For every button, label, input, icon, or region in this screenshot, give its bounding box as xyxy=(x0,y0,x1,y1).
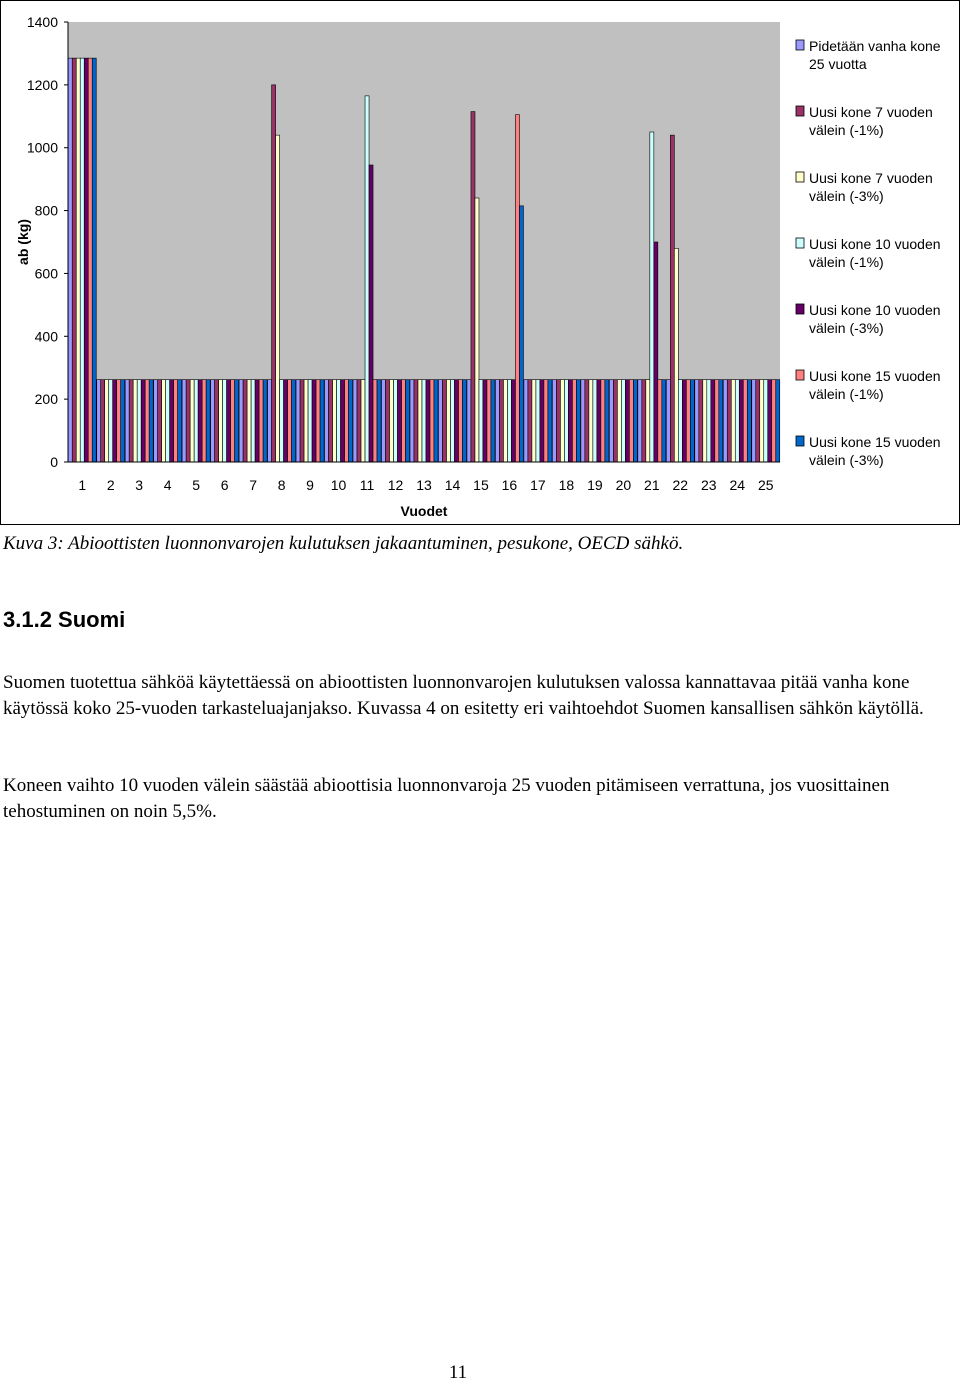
bar xyxy=(92,58,96,462)
x-tick-label: 17 xyxy=(530,477,546,493)
bar xyxy=(442,380,446,462)
bar xyxy=(202,380,206,462)
bar xyxy=(109,380,113,462)
bar xyxy=(117,380,121,462)
bar xyxy=(568,380,572,462)
bar xyxy=(524,380,528,462)
bar xyxy=(158,380,162,462)
bar xyxy=(532,380,536,462)
legend-label: Uusi kone 7 vuoden xyxy=(809,170,933,186)
bar xyxy=(101,380,105,462)
x-tick-label: 8 xyxy=(277,477,286,493)
legend-label: välein (-3%) xyxy=(809,320,884,336)
bar xyxy=(601,380,605,462)
bar xyxy=(174,380,178,462)
bar xyxy=(406,380,410,462)
legend-swatch xyxy=(796,304,804,314)
bar xyxy=(666,380,670,462)
chart-frame xyxy=(0,0,960,525)
bar xyxy=(715,380,719,462)
bar xyxy=(515,115,519,462)
bar xyxy=(462,380,466,462)
bar xyxy=(756,380,760,462)
bar xyxy=(605,380,609,462)
bar xyxy=(333,380,337,462)
x-tick-label: 12 xyxy=(387,477,404,493)
bar-chart xyxy=(0,0,960,525)
bar xyxy=(377,380,381,462)
bar xyxy=(727,380,731,462)
bar xyxy=(703,380,707,462)
x-tick-label: 7 xyxy=(249,477,258,493)
bar xyxy=(719,380,723,462)
bar xyxy=(593,380,597,462)
bar xyxy=(255,380,259,462)
bar xyxy=(707,380,711,462)
bar xyxy=(536,380,540,462)
y-tick-label: 800 xyxy=(34,202,58,219)
x-tick-label: 23 xyxy=(701,477,717,493)
bar xyxy=(300,380,304,462)
bar xyxy=(166,380,170,462)
bar xyxy=(414,380,418,462)
bar xyxy=(68,58,72,462)
bar xyxy=(357,380,361,462)
bar xyxy=(650,132,654,462)
bar xyxy=(145,380,149,462)
bar xyxy=(658,380,662,462)
legend-swatch xyxy=(796,40,804,50)
bar xyxy=(503,380,507,462)
bar xyxy=(84,58,88,462)
bar xyxy=(454,380,458,462)
y-tick-label: 1400 xyxy=(26,14,58,30)
bar xyxy=(471,112,475,462)
bar xyxy=(430,380,434,462)
bar xyxy=(674,248,678,462)
bar xyxy=(617,380,621,462)
bar xyxy=(540,380,544,462)
bar xyxy=(585,380,589,462)
x-tick-label: 9 xyxy=(306,477,314,493)
bar xyxy=(418,380,422,462)
bar xyxy=(699,380,703,462)
bar xyxy=(544,380,548,462)
bar xyxy=(133,380,137,462)
bar xyxy=(507,380,511,462)
legend-label: Uusi kone 10 vuoden xyxy=(809,302,941,318)
x-tick-label: 24 xyxy=(729,477,746,493)
bar xyxy=(438,380,442,462)
legend-label: välein (-1%) xyxy=(809,386,884,402)
bar xyxy=(105,380,109,462)
section-heading: 3.1.2 Suomi xyxy=(3,607,126,632)
x-tick-label: 3 xyxy=(135,477,144,493)
bar xyxy=(511,380,515,462)
bar xyxy=(325,380,329,462)
bar xyxy=(206,380,210,462)
x-tick-label: 16 xyxy=(501,477,518,493)
bar xyxy=(764,380,768,462)
bar xyxy=(129,380,133,462)
bar xyxy=(182,380,186,462)
bar xyxy=(276,135,280,462)
legend-label: Pidetään vanha kone xyxy=(809,38,941,54)
bar xyxy=(259,380,263,462)
bar xyxy=(272,85,276,462)
legend-label: välein (-3%) xyxy=(809,188,884,204)
x-tick-label: 11 xyxy=(359,477,375,493)
bar xyxy=(426,380,430,462)
bar xyxy=(251,380,255,462)
bar xyxy=(743,380,747,462)
bar xyxy=(747,380,751,462)
x-tick-label: 19 xyxy=(587,477,603,493)
x-tick-label: 2 xyxy=(106,477,115,493)
bar xyxy=(686,380,690,462)
legend-label: välein (-3%) xyxy=(809,452,884,468)
legend-swatch xyxy=(796,106,804,116)
bar xyxy=(446,380,450,462)
bar xyxy=(194,380,198,462)
bar xyxy=(219,380,223,462)
bar xyxy=(121,380,125,462)
x-axis-title: Vuodet xyxy=(400,503,448,519)
bar xyxy=(678,380,682,462)
x-tick-label: 13 xyxy=(416,477,432,493)
x-tick-label: 1 xyxy=(78,477,87,493)
bar xyxy=(723,380,727,462)
bar xyxy=(141,380,145,462)
bar xyxy=(80,58,84,462)
bar xyxy=(231,380,235,462)
bar xyxy=(629,380,633,462)
bar xyxy=(576,380,580,462)
bar xyxy=(450,380,454,462)
bar xyxy=(337,380,341,462)
x-tick-label: 25 xyxy=(757,477,774,493)
page-number: 11 xyxy=(448,1362,468,1383)
bar xyxy=(72,58,76,462)
bar xyxy=(88,58,92,462)
bar xyxy=(589,380,593,462)
x-tick-label: 22 xyxy=(672,477,689,493)
x-tick-label: 20 xyxy=(615,477,632,493)
bar xyxy=(402,380,406,462)
y-tick-label: 400 xyxy=(34,328,58,345)
legend-swatch xyxy=(796,238,804,248)
bar xyxy=(398,380,402,462)
bar xyxy=(227,380,231,462)
bar xyxy=(768,380,772,462)
bar xyxy=(752,380,756,462)
bar xyxy=(475,198,479,462)
bar xyxy=(548,380,552,462)
y-tick-label: 200 xyxy=(34,391,58,408)
legend-swatch xyxy=(796,436,804,446)
bar xyxy=(247,380,251,462)
bar xyxy=(434,380,438,462)
bar xyxy=(646,380,650,462)
bar xyxy=(190,380,194,462)
bar xyxy=(349,380,353,462)
bar xyxy=(422,380,426,462)
bar xyxy=(662,380,666,462)
bar xyxy=(552,380,556,462)
legend-label: välein (-1%) xyxy=(809,122,884,138)
bar xyxy=(739,380,743,462)
bar xyxy=(581,380,585,462)
bar xyxy=(495,380,499,462)
x-tick-label: 4 xyxy=(163,477,172,493)
bar xyxy=(572,380,576,462)
bar xyxy=(467,380,471,462)
bar xyxy=(613,380,617,462)
x-tick-label: 10 xyxy=(330,477,347,493)
bar xyxy=(345,380,349,462)
bar xyxy=(137,380,141,462)
x-tick-label: 14 xyxy=(444,477,461,493)
bar xyxy=(97,380,101,462)
bar xyxy=(125,380,129,462)
bar xyxy=(670,135,674,462)
legend-swatch xyxy=(796,370,804,380)
bar xyxy=(609,380,613,462)
bar xyxy=(316,380,320,462)
bar xyxy=(458,380,462,462)
bar xyxy=(154,380,158,462)
paragraph: Suomen tuotettua sähköä käytettäessä on abioottisten luonnonvarojen kulutuksen valossa kannattavaa pitää vanha kone käytössä koko 25-vuoden tarkasteluajanjakso. Kuvassa 4 on esitetty eri vaihtoehdot Suomen kansallisen sähkön käytöllä. xyxy=(3,672,924,719)
bar xyxy=(382,380,386,462)
x-tick-label: 5 xyxy=(192,477,201,493)
bar xyxy=(394,380,398,462)
bar xyxy=(556,380,560,462)
bar xyxy=(369,165,373,462)
bar xyxy=(365,96,369,462)
bar xyxy=(479,380,483,462)
bar xyxy=(263,380,267,462)
y-tick-label: 600 xyxy=(34,265,58,282)
bar xyxy=(239,380,243,462)
bar xyxy=(198,380,202,462)
bar xyxy=(690,380,694,462)
bar xyxy=(633,380,637,462)
bar xyxy=(386,380,390,462)
bar xyxy=(519,206,523,462)
bar xyxy=(410,380,414,462)
bar xyxy=(772,380,776,462)
legend-label: Uusi kone 7 vuoden xyxy=(809,104,933,120)
bar xyxy=(296,380,300,462)
bar xyxy=(625,380,629,462)
bar xyxy=(280,380,284,462)
bar xyxy=(223,380,227,462)
bar xyxy=(528,380,532,462)
bar xyxy=(215,380,219,462)
bar xyxy=(621,380,625,462)
x-tick-label: 21 xyxy=(644,477,660,493)
bar xyxy=(149,380,153,462)
x-tick-label: 18 xyxy=(558,477,575,493)
bar xyxy=(178,380,182,462)
bar xyxy=(695,380,699,462)
bar xyxy=(186,380,190,462)
bar xyxy=(390,380,394,462)
bar xyxy=(487,380,491,462)
bar xyxy=(499,380,503,462)
bar xyxy=(235,380,239,462)
bar xyxy=(329,380,333,462)
bar xyxy=(642,380,646,462)
bar xyxy=(341,380,345,462)
legend-swatch xyxy=(796,172,804,182)
legend-label: Uusi kone 10 vuoden xyxy=(809,236,941,252)
legend-label: 25 vuotta xyxy=(809,56,867,72)
bar xyxy=(760,380,764,462)
bar xyxy=(268,380,272,462)
bar xyxy=(292,380,296,462)
bar xyxy=(373,380,377,462)
bar xyxy=(162,380,166,462)
bar xyxy=(312,380,316,462)
x-tick-label: 6 xyxy=(220,477,229,493)
bar xyxy=(776,380,780,462)
bar xyxy=(113,380,117,462)
bar xyxy=(597,380,601,462)
bar xyxy=(284,380,288,462)
bar xyxy=(76,58,80,462)
bar xyxy=(731,380,735,462)
x-tick-label: 15 xyxy=(473,477,489,493)
paragraph: Koneen vaihto 10 vuoden välein säästää abioottisia luonnonvaroja 25 vuoden pitämiseen verrattuna, jos vuosittainen tehostuminen on noin 5,5%. xyxy=(3,775,890,822)
y-tick-label: 0 xyxy=(50,454,58,470)
bar xyxy=(491,380,495,462)
bar xyxy=(654,242,658,462)
bar xyxy=(243,380,247,462)
bar xyxy=(483,380,487,462)
bar xyxy=(304,380,308,462)
bar xyxy=(711,380,715,462)
bar xyxy=(320,380,324,462)
bar xyxy=(682,380,686,462)
bar xyxy=(564,380,568,462)
y-tick-label: 1000 xyxy=(26,139,58,156)
bar xyxy=(288,380,292,462)
bar xyxy=(353,380,357,462)
bar xyxy=(638,380,642,462)
bar xyxy=(560,380,564,462)
legend-label: välein (-1%) xyxy=(809,254,884,270)
bar xyxy=(211,380,215,462)
bar xyxy=(361,380,365,462)
bar xyxy=(170,380,174,462)
figure-caption: Kuva 3: Abioottisten luonnonvarojen kulutuksen jakaantuminen, pesukone, OECD sähkö. xyxy=(3,533,684,554)
y-axis-title: ab (kg) xyxy=(15,219,31,265)
y-tick-label: 1200 xyxy=(26,76,58,93)
legend-label: Uusi kone 15 vuoden xyxy=(809,434,941,450)
legend-label: Uusi kone 15 vuoden xyxy=(809,368,941,384)
bar xyxy=(735,380,739,462)
bar xyxy=(308,380,312,462)
